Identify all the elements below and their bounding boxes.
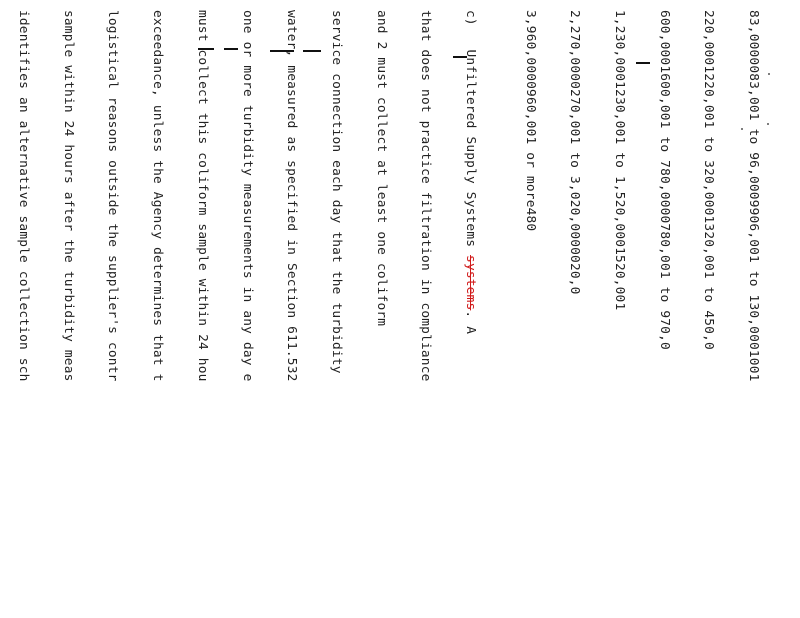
doc-line: exceedance, unless the Agency determines that t	[150, 10, 166, 382]
struck-text: systems	[463, 255, 479, 311]
doc-line: water, measured as specified in Section 611.532	[284, 10, 300, 382]
doc-line: 600,0001600,001 to 780,0000780,001 to 970,0	[656, 10, 672, 350]
doc-line: 2,270,0000270,001 to 3,020,0000020,0	[567, 10, 583, 295]
doc-line: 220,0001220,001 to 320,0001320,001 to 450,0	[701, 10, 717, 350]
rotated-document-text	[0, 10, 790, 618]
doc-line: one or more turbidity measurements in any day e	[239, 10, 255, 382]
doc-line: that does not practice filtration in compliance	[418, 10, 434, 382]
doc-line: identifies an alternative sample collection sch	[16, 10, 32, 382]
doc-line: service connection each day that the turbidity	[328, 10, 344, 374]
doc-line: must collect this coliform sample within 24 hou	[194, 10, 210, 382]
heading-text: c) Unfiltered Supply Systems	[463, 10, 479, 256]
doc-line: logistical reasons outside the supplier's contr	[105, 10, 121, 382]
doc-line: and 2 must collect at least one coliform	[373, 10, 389, 327]
subsection-c-heading	[462, 10, 477, 618]
doc-line: 3,960,0000960,001 or more480	[522, 10, 538, 232]
heading-text: . A	[463, 310, 479, 335]
doc-line: 1,230,0001230,001 to 1,520,0001520,001	[612, 10, 628, 311]
doc-line: 83,0000083,001 to 96,0009906,001 to 130,0001001	[746, 10, 762, 382]
doc-line: sample within 24 hours after the turbidity meas	[60, 10, 76, 382]
